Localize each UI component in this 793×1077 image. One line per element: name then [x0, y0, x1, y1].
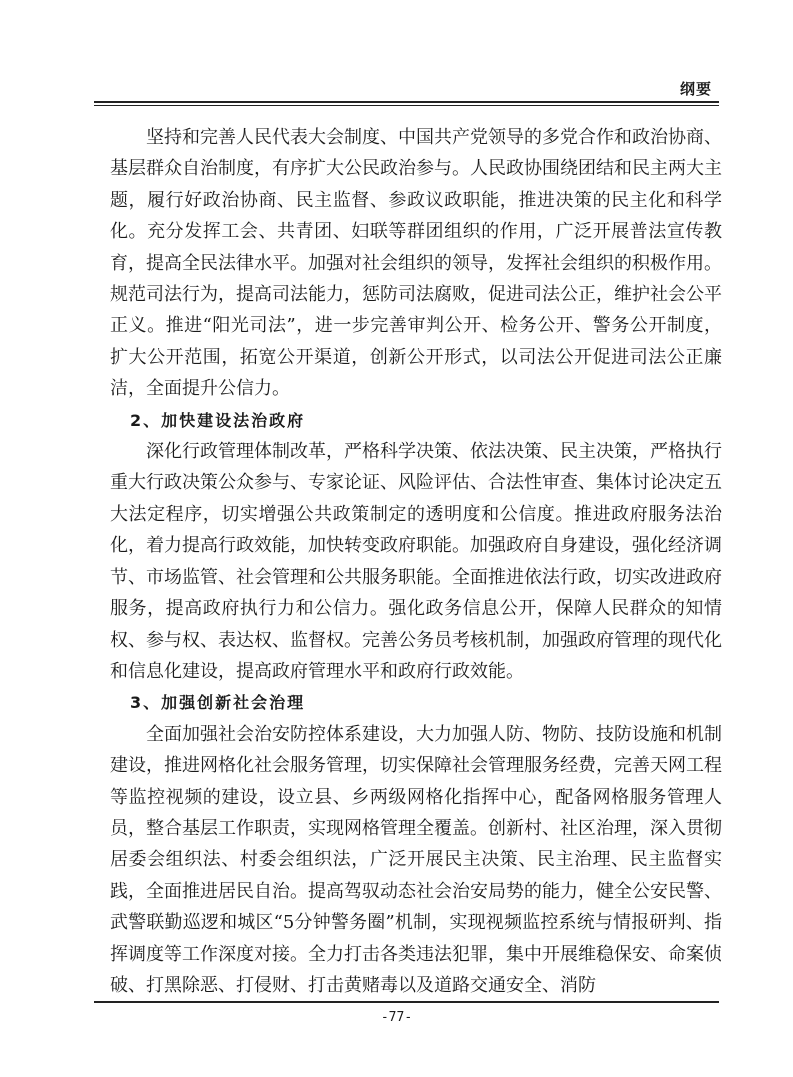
body-paragraph: 深化行政管理体制改革，严格科学决策、依法决策、民主决策，严格执行重大行政决策公众参与、专家论证、风险评估、合法性审查、集体讨论决定五大法定程序，切实增强公共政策制定的透明度和公信度。推进政府服务法治化，着力提高行政效能，加快转变政府职能。加强政府自身建设，强化经济调节、市场监管、社会管理和公共服务职能。全面推进依法行政，切实改进政府服务，提高政府执行力和公信力。强化政务信息公开，保障人民群众的知情权、参与权、表达权、监督权。完善公务员考核机制，加强政府管理的现代化和信息化建设，提高政府管理水平和政府行政效能。 [110, 441, 722, 682]
header-rule [94, 101, 719, 106]
section-heading: 3、加强创新社会治理 [130, 693, 306, 713]
body-paragraph: 全面加强社会治安防控体系建设，大力加强人防、物防、技防设施和机制建设，推进网格化社会服务管理，切实保障社会管理服务经费，完善天网工程等监控视频的建设，设立县、乡两级网格化指挥中心，配备网格服务管理人员，整合基层工作职责，实现网格管理全覆盖。创新村、社区治理，深入贯彻居委会组织法、村委会组织法，广泛开展民主决策、民主治理、民主监督实践，全面推进居民自治。提高驾驭动态社会治安局势的能力，健全公安民警、武警联勤巡逻和城区“5分钟警务圈”机制，实现视频监控系统与情报研判、指挥调度等工作深度对接。全力打击各类违法犯罪，集中开展维稳保安、命案侦破、打黑除恶、打侵财、打击黄赌毒以及道路交通安全、消防 [110, 723, 722, 996]
running-header: 纲要 [679, 80, 712, 98]
body-paragraph: 坚持和完善人民代表大会制度、中国共产党领导的多党合作和政治协商、基层群众自治制度，有序扩大公民政治参与。人民政协围绕团结和民主两大主题，履行好政治协商、民主监督、参政议政职能，推进决策的民主化和科学化。充分发挥工会、共青团、妇联等群团组织的作用，广泛开展普法宣传教育，提高全民法律水平。加强对社会组织的领导，发挥社会组织的积极作用。规范司法行为，提高司法能力，惩防司法腐败，促进司法公正，维护社会公平正义。推进“阳光司法”，进一步完善审判公开、检务公开、警务公开制度，扩大公开范围，拓宽公开渠道，创新公开形式，以司法公开促进司法公正廉洁，全面提升公信力。 [110, 127, 722, 400]
page-number: -77- [380, 1010, 413, 1025]
page-body [110, 122, 722, 1001]
footer-rule [94, 1001, 719, 1003]
section-heading: 2、加快建设法治政府 [130, 410, 306, 430]
